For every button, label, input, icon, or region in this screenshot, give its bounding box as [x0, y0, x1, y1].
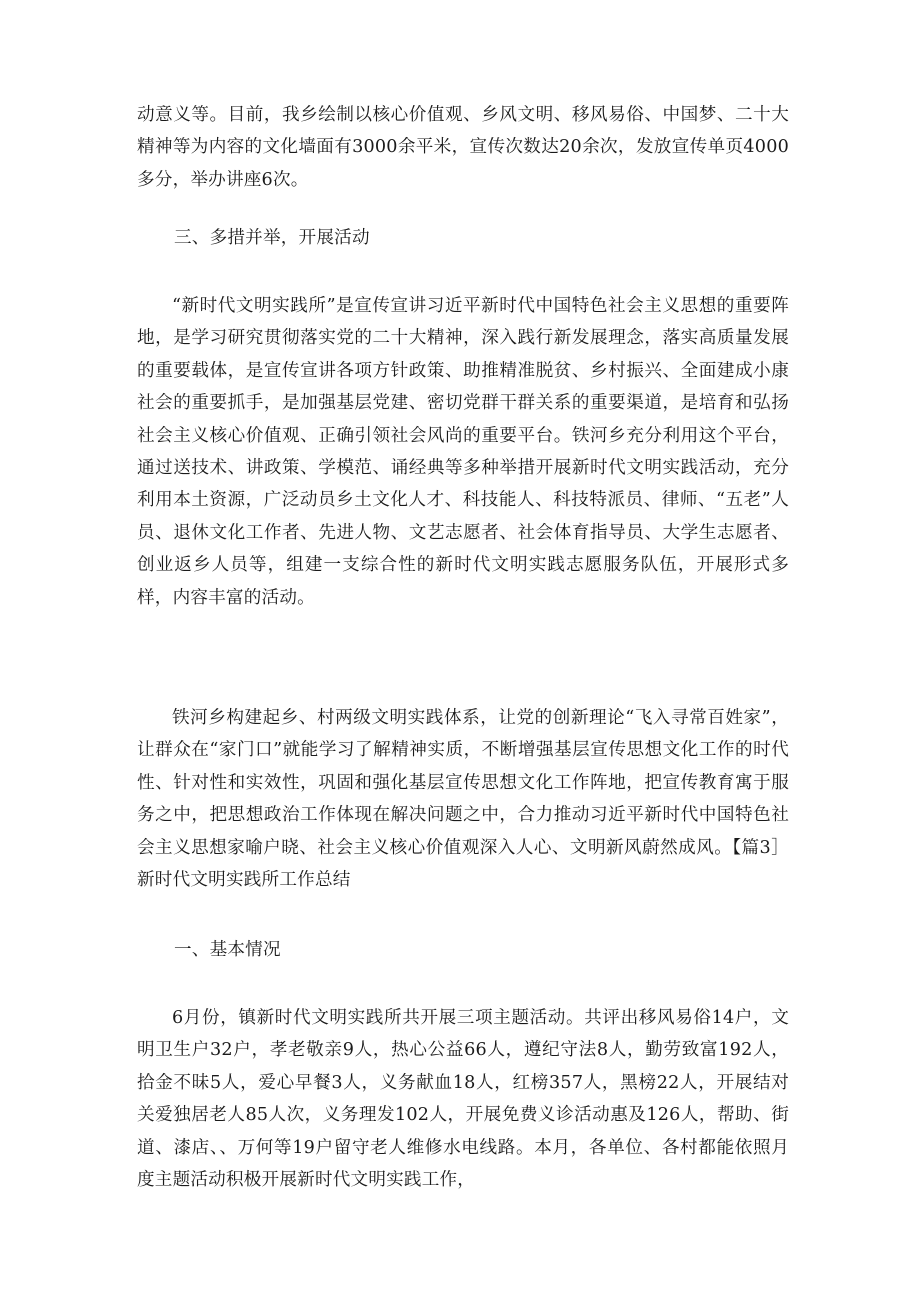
section-heading: 三、多措并举，开展活动 — [174, 228, 370, 248]
body-paragraph: 铁河乡构建起乡、村两级文明实践体系，让党的创新理论“飞入寻常百姓家”，让群众在“家门口”就能学习了解精神实质，不断增强基层宣传思想文化工作的时代性、针对性和实效性，巩固和强化基层宣传思想文化工作阵地，把宣传教育寓于服务之中，把思想政治工作体现在解决问题之中，合力推动习近平新时代中国特色社会主义思想家喻户晓、社会主义核心价值观深入人心、文明新风蔚然成风。【篇3］新时代文明实践所工作总结 — [137, 708, 789, 891]
body-paragraph: 动意义等。目前，我乡绘制以核心价值观、乡风文明、移风易俗、中国梦、二十大精神等为内容的文化墙面有3000余平米，宣传次数达20余次，发放宣传单页4000多分，举办讲座6次。 — [137, 105, 789, 190]
body-paragraph: “新时代文明实践所”是宣传宣讲习近平新时代中国特色社会主义思想的重要阵地，是学习研究贯彻落实党的二十大精神，深入践行新发展理念，落实高质量发展的重要载体，是宣传宣讲各项方针政策、助推精准脱贫、乡村振兴、全面建成小康社会的重要抓手，是加强基层党建、密切党群干群关系的重要渠道，是培育和弘扬社会主义核心价值观、正确引领社会风尚的重要平台。铁河乡充分利用这个平台，通过送技术、讲政策、学模范、诵经典等多种举措开展新时代文明实践活动，充分利用本土资源，广泛动员乡土文化人才、科技能人、科技特派员、律师、“五老”人员、退休文化工作者、先进人物、文艺志愿者、社会体育指导员、大学生志愿者、创业返乡人员等，组建一支综合性的新时代文明实践志愿服务队伍，开展形式多样，内容丰富的活动。 — [137, 296, 789, 608]
section-heading: 一、基本情况 — [174, 940, 281, 960]
body-paragraph: 6月份，镇新时代文明实践所共开展三项主题活动。共评出移风易俗14户，文明卫生户32户，孝老敬亲9人，热心公益66人，遵纪守法8人，勤劳致富192人，拾金不昧5人，爱心早餐3人，义务献血18人，红榜357人，黑榜22人，开展结对关爱独居老人85人次，义务理发102人，开展免费义诊活动惠及126人，帮助、街道、漆店、、万何等19户留守老人维修水电线路。本月，各单位、各村都能依照月度主题活动积极开展新时代文明实践工作， — [137, 1008, 789, 1191]
